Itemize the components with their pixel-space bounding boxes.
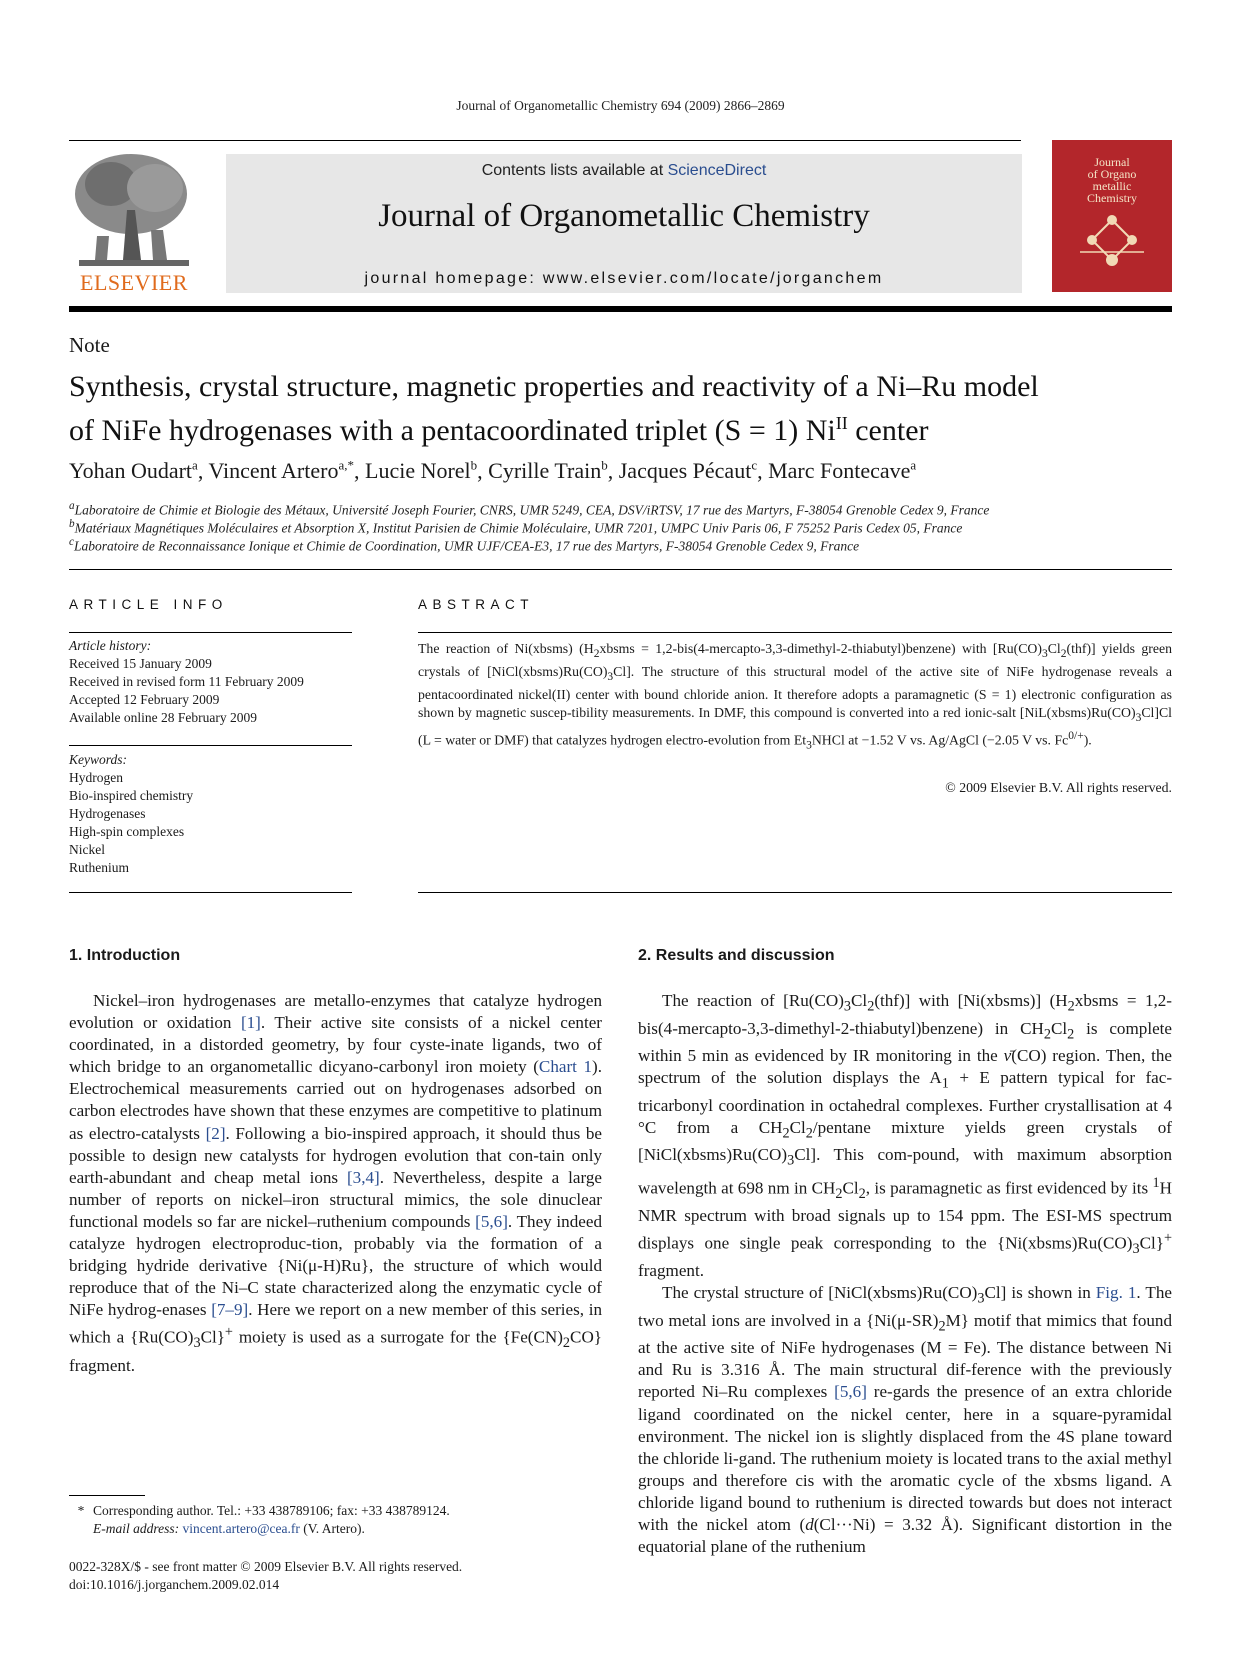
results-body: The reaction of $[Ru(CO)_3Cl_2(thf)]$ with [Ni(xbsms)] ($H_2xbsms$ = 1,2-bis(4-mercapto-3,3-dimethyl-2-thiabutyl)benzene) in $CH_2Cl_2$ is complete within 5 min as evidenced by IR monitoring in the ν̄(CO) region. Then, the spectrum of the solution displays the $A_1 + E$ pattern typical for fac-tricarbonyl coordination in octahedral complexes. Further crystallisation at 4 °C from a $CH_2Cl_2$/pentane mixture yields green crystals of $[NiCl(xbsms)Ru(CO)_3Cl]$. This com-pound, with maximum absorption wavelength at 698 nm in $CH_2Cl_2$, is paramagnetic as first evidenced by its $^1$H NMR spectrum with broad signals up to 154 ppm. The ESI-MS spectrum displays one single peak corresponding to the $\{Ni(xbsms)Ru(CO)_3Cl\}^+$ fragment. The crystal structure of $[NiCl(xbsms)Ru(CO)_3Cl]$ is shown in Fig. 1. The two metal ions are involved in a $\{Ni(\mu-SR)_2M\}$ motif that mimics that found at the active site of NiFe hydrogenases (M = Fe). The distance between Ni and Ru is 3.316 Å. The main structural dif-ference with the previously reported Ni–Ru complexes [5,6] re-gards the presence of an extra chloride ligand coordinated on the nickel center, here in a square-pyramidal environment. The nickel ion is slightly displaced from the 4S plane toward the chloride li-gand. The ruthenium moiety is located trans to the axial methyl groups and therefore cis with the aromatic cycle of the xbsms ligand. A chloride ligand bound to ruthenium is directed towards but does not interact with the nickel atom (d(Cl···Ni) = 3.32 Å). Significant distortion in the equatorial plane of the ruthenium bbox=[638, 991, 1173, 1557]
running-head: Journal of Organometallic Chemistry 694 (2009) 2866–2869 bbox=[456, 98, 785, 113]
asterisk-mark: * bbox=[77, 1503, 85, 1518]
journal-title: Journal of Organometallic Chemistry bbox=[378, 198, 870, 234]
title-superscript: II bbox=[835, 413, 848, 433]
keyword: Hydrogen bbox=[69, 770, 123, 785]
history-item: Available online 28 February 2009 bbox=[69, 710, 257, 725]
elsevier-tree-logo bbox=[71, 150, 197, 268]
abstract-rule bbox=[418, 632, 1172, 633]
citation-link[interactable]: [3,4] bbox=[346, 1167, 380, 1187]
introduction-body: Nickel–iron hydrogenases are metallo-enzymes that catalyze hydrogen evolution or oxidation [1]. Their active site consists of a nickel center coordinated, in a distorded geometry, by four cyste-inate ligands, two of which bridge to an organometallic dicyano-carbonyl iron moiety (Chart 1). Electrochemical measurements carried out on hydrogenases adsorbed on carbon electrodes have shown that these enzymes are competitive to platinum as electro-catalysts [2]. Following a bio-inspired approach, it should thus be possible to design new catalysts for hydrogen evolution that con-tain only earth-abundant and cheap metal ions [3,4]. Nevertheless, despite a large number of reports on nickel–iron structural mimics, the sole dinuclear functional models so far are nickel–ruthenium compounds [5,6]. They indeed catalyze hydrogen electroproduc-tion, probably via the formation of a bridging hydride derivative {Ni(μ-H)Ru}, the structure of which would reproduce that of the Ni–C state characterized along the enzymatic cycle of NiFe hydrog-enases [7–9]. Here we report on a new member of this series, in which a $\{Ru(CO)_3Cl\}^+$ moiety is used as a surrogate for the $\{Fe(CN)_2CO\}$ fragment. bbox=[69, 991, 603, 1375]
citation-link[interactable]: [7–9] bbox=[211, 1300, 249, 1320]
publisher-wordmark: ELSEVIER bbox=[80, 270, 188, 295]
abstract-text: The reaction of Ni(xbsms) ($H_2xbsms$ = 1,2-bis(4-mercapto-3,3-dimethyl-2-thiabutyl)benzene) with $[Ru(CO)_3Cl_2(thf)]$ yields green crystals of $[NiCl(xbsms)Ru(CO)_3Cl]$. The structure of this structural model of the active site of NiFe hydrogenase reveals a pentacoordinated nickel(II) center with bound chloride anion. It therefore adopts a paramagnetic (S = 1) electronic configuration as shown by magnetic suscep-tibility measurements. In DMF, this compound is converted into a red ionic-salt $[NiL(xbsms)Ru(CO)_3Cl]Cl$ (L = water or DMF) that catalyzes hydrogen electro-evolution from $Et_3NHCl$ at −1.52 V vs. Ag/AgCl (−2.05 V vs. $Fc^{0/+}$). bbox=[418, 641, 1172, 752]
journal-cover-image bbox=[1052, 140, 1172, 292]
title-line-2 bbox=[69, 405, 1179, 449]
title-line-2-text: of NiFe hydrogenases with a pentacoordinated triplet (S = 1) Ni bbox=[69, 414, 836, 447]
affiliation: $^b$Matériaux Magnétiques Moléculaires et Absorption X, Institut Parisien de Chimie Moléculaire, UMR 7201, UMPC Univ Paris 06, F 75252 Paris Cedex 05, France bbox=[69, 518, 963, 536]
citation-link[interactable]: [1] bbox=[240, 1013, 261, 1033]
abstract-bottom-rule bbox=[418, 892, 1172, 893]
title-line-1: Synthesis, crystal structure, magnetic properties and reactivity of a Ni–Ru model bbox=[69, 370, 1039, 403]
author-list: Yohan Oudart$^a$, Vincent Artero$^{a,*}$, Lucie Norel$^b$, Cyrille Train$^b$, Jacques Pécaut$^c$, Marc Fontecave$^a$ bbox=[69, 458, 917, 484]
doi-link[interactable]: doi:10.1016/j.jorganchem.2009.02.014 bbox=[69, 1577, 280, 1592]
header-top-rule bbox=[69, 140, 1021, 141]
author[interactable]: Marc Fontecave$^a$ bbox=[768, 458, 917, 484]
info-bottom-rule bbox=[69, 892, 352, 893]
citation-link[interactable]: [5,6] bbox=[834, 1382, 867, 1402]
footnote-rule bbox=[69, 1495, 145, 1496]
header-thick-rule bbox=[69, 306, 1172, 312]
journal-banner bbox=[226, 154, 1022, 293]
email-label: E-mail address: bbox=[93, 1521, 183, 1536]
history-item: Accepted 12 February 2009 bbox=[69, 692, 220, 707]
keywords bbox=[69, 751, 352, 877]
corresponding-author-note bbox=[69, 1502, 450, 1520]
chart-link[interactable]: Chart 1 bbox=[538, 1057, 593, 1077]
article-history bbox=[69, 637, 352, 727]
corresponding-author-text: Corresponding author. Tel.: +33 438789106; fax: +33 438789124. bbox=[93, 1503, 450, 1518]
sciencedirect-link[interactable]: ScienceDirect bbox=[667, 162, 767, 179]
keywords-label: Keywords: bbox=[69, 752, 127, 767]
keyword: High-spin complexes bbox=[69, 824, 185, 839]
affiliation-rule bbox=[69, 569, 1172, 570]
article-title bbox=[69, 368, 1179, 449]
section-heading-results: 2. Results and discussion bbox=[638, 947, 835, 964]
cover-line: of Organo bbox=[1087, 167, 1137, 181]
keyword: Bio-inspired chemistry bbox=[69, 788, 194, 803]
article-type: Note bbox=[69, 333, 110, 357]
history-item: Received in revised form 11 February 2009 bbox=[69, 674, 304, 689]
author[interactable]: Yohan Oudart$^a$ bbox=[69, 458, 198, 484]
issn-line: 0022-328X/$ - see front matter © 2009 Elsevier B.V. All rights reserved. bbox=[69, 1559, 463, 1574]
affiliation: $^c$Laboratoire de Reconnaissance Ionique et Chimie de Coordination, UMR UJF/CEA-E3, 17 rue des Martyrs, F-38054 Grenoble Cedex 9, France bbox=[69, 536, 860, 554]
abstract-heading: ABSTRACT bbox=[418, 597, 535, 612]
history-label: Article history: bbox=[69, 638, 152, 653]
cover-line: Journal bbox=[1094, 155, 1130, 169]
citation-link[interactable]: [5,6] bbox=[475, 1211, 508, 1231]
contents-line bbox=[226, 162, 1022, 180]
keyword: Hydrogenases bbox=[69, 806, 146, 821]
abstract-copyright: © 2009 Elsevier B.V. All rights reserved. bbox=[945, 780, 1172, 795]
email-suffix: (V. Artero). bbox=[299, 1521, 365, 1536]
figure-link[interactable]: Fig. 1 bbox=[1095, 1283, 1137, 1303]
author[interactable]: Cyrille Train$^b$ bbox=[488, 458, 608, 484]
cover-line: Chemistry bbox=[1087, 191, 1137, 205]
info-rule bbox=[69, 632, 352, 633]
author[interactable]: Lucie Norel$^b$ bbox=[365, 458, 478, 484]
email-note bbox=[93, 1520, 365, 1538]
cover-title bbox=[1052, 156, 1172, 204]
citation-link[interactable]: [2] bbox=[205, 1123, 226, 1143]
cover-line: metallic bbox=[1092, 179, 1132, 193]
journal-homepage-link[interactable]: journal homepage: www.elsevier.com/locate/jorganchem bbox=[364, 270, 884, 287]
history-item: Received 15 January 2009 bbox=[69, 656, 212, 671]
title-line-2-end: center bbox=[847, 414, 929, 447]
contents-prefix: Contents lists available at bbox=[481, 162, 668, 179]
section-heading-introduction: 1. Introduction bbox=[69, 947, 181, 964]
email-link[interactable]: vincent.artero@cea.fr bbox=[182, 1521, 300, 1536]
cover-molecule-graphic bbox=[1072, 208, 1152, 278]
keyword: Ruthenium bbox=[69, 860, 129, 875]
keyword: Nickel bbox=[69, 842, 105, 857]
affiliation: $^a$Laboratoire de Chimie et Biologie des Métaux, Université Joseph Fourier, CNRS, UMR 5249, CEA, DSV/iRTSV, 17 rue des Martyrs, F-38054 Grenoble Cedex 9, France bbox=[69, 500, 990, 518]
article-info-heading: ARTICLE INFO bbox=[69, 597, 228, 612]
keywords-rule bbox=[69, 745, 352, 746]
author[interactable]: Jacques Pécaut$^c$ bbox=[618, 458, 758, 484]
author[interactable]: Vincent Artero$^{a,*}$ bbox=[208, 458, 354, 484]
